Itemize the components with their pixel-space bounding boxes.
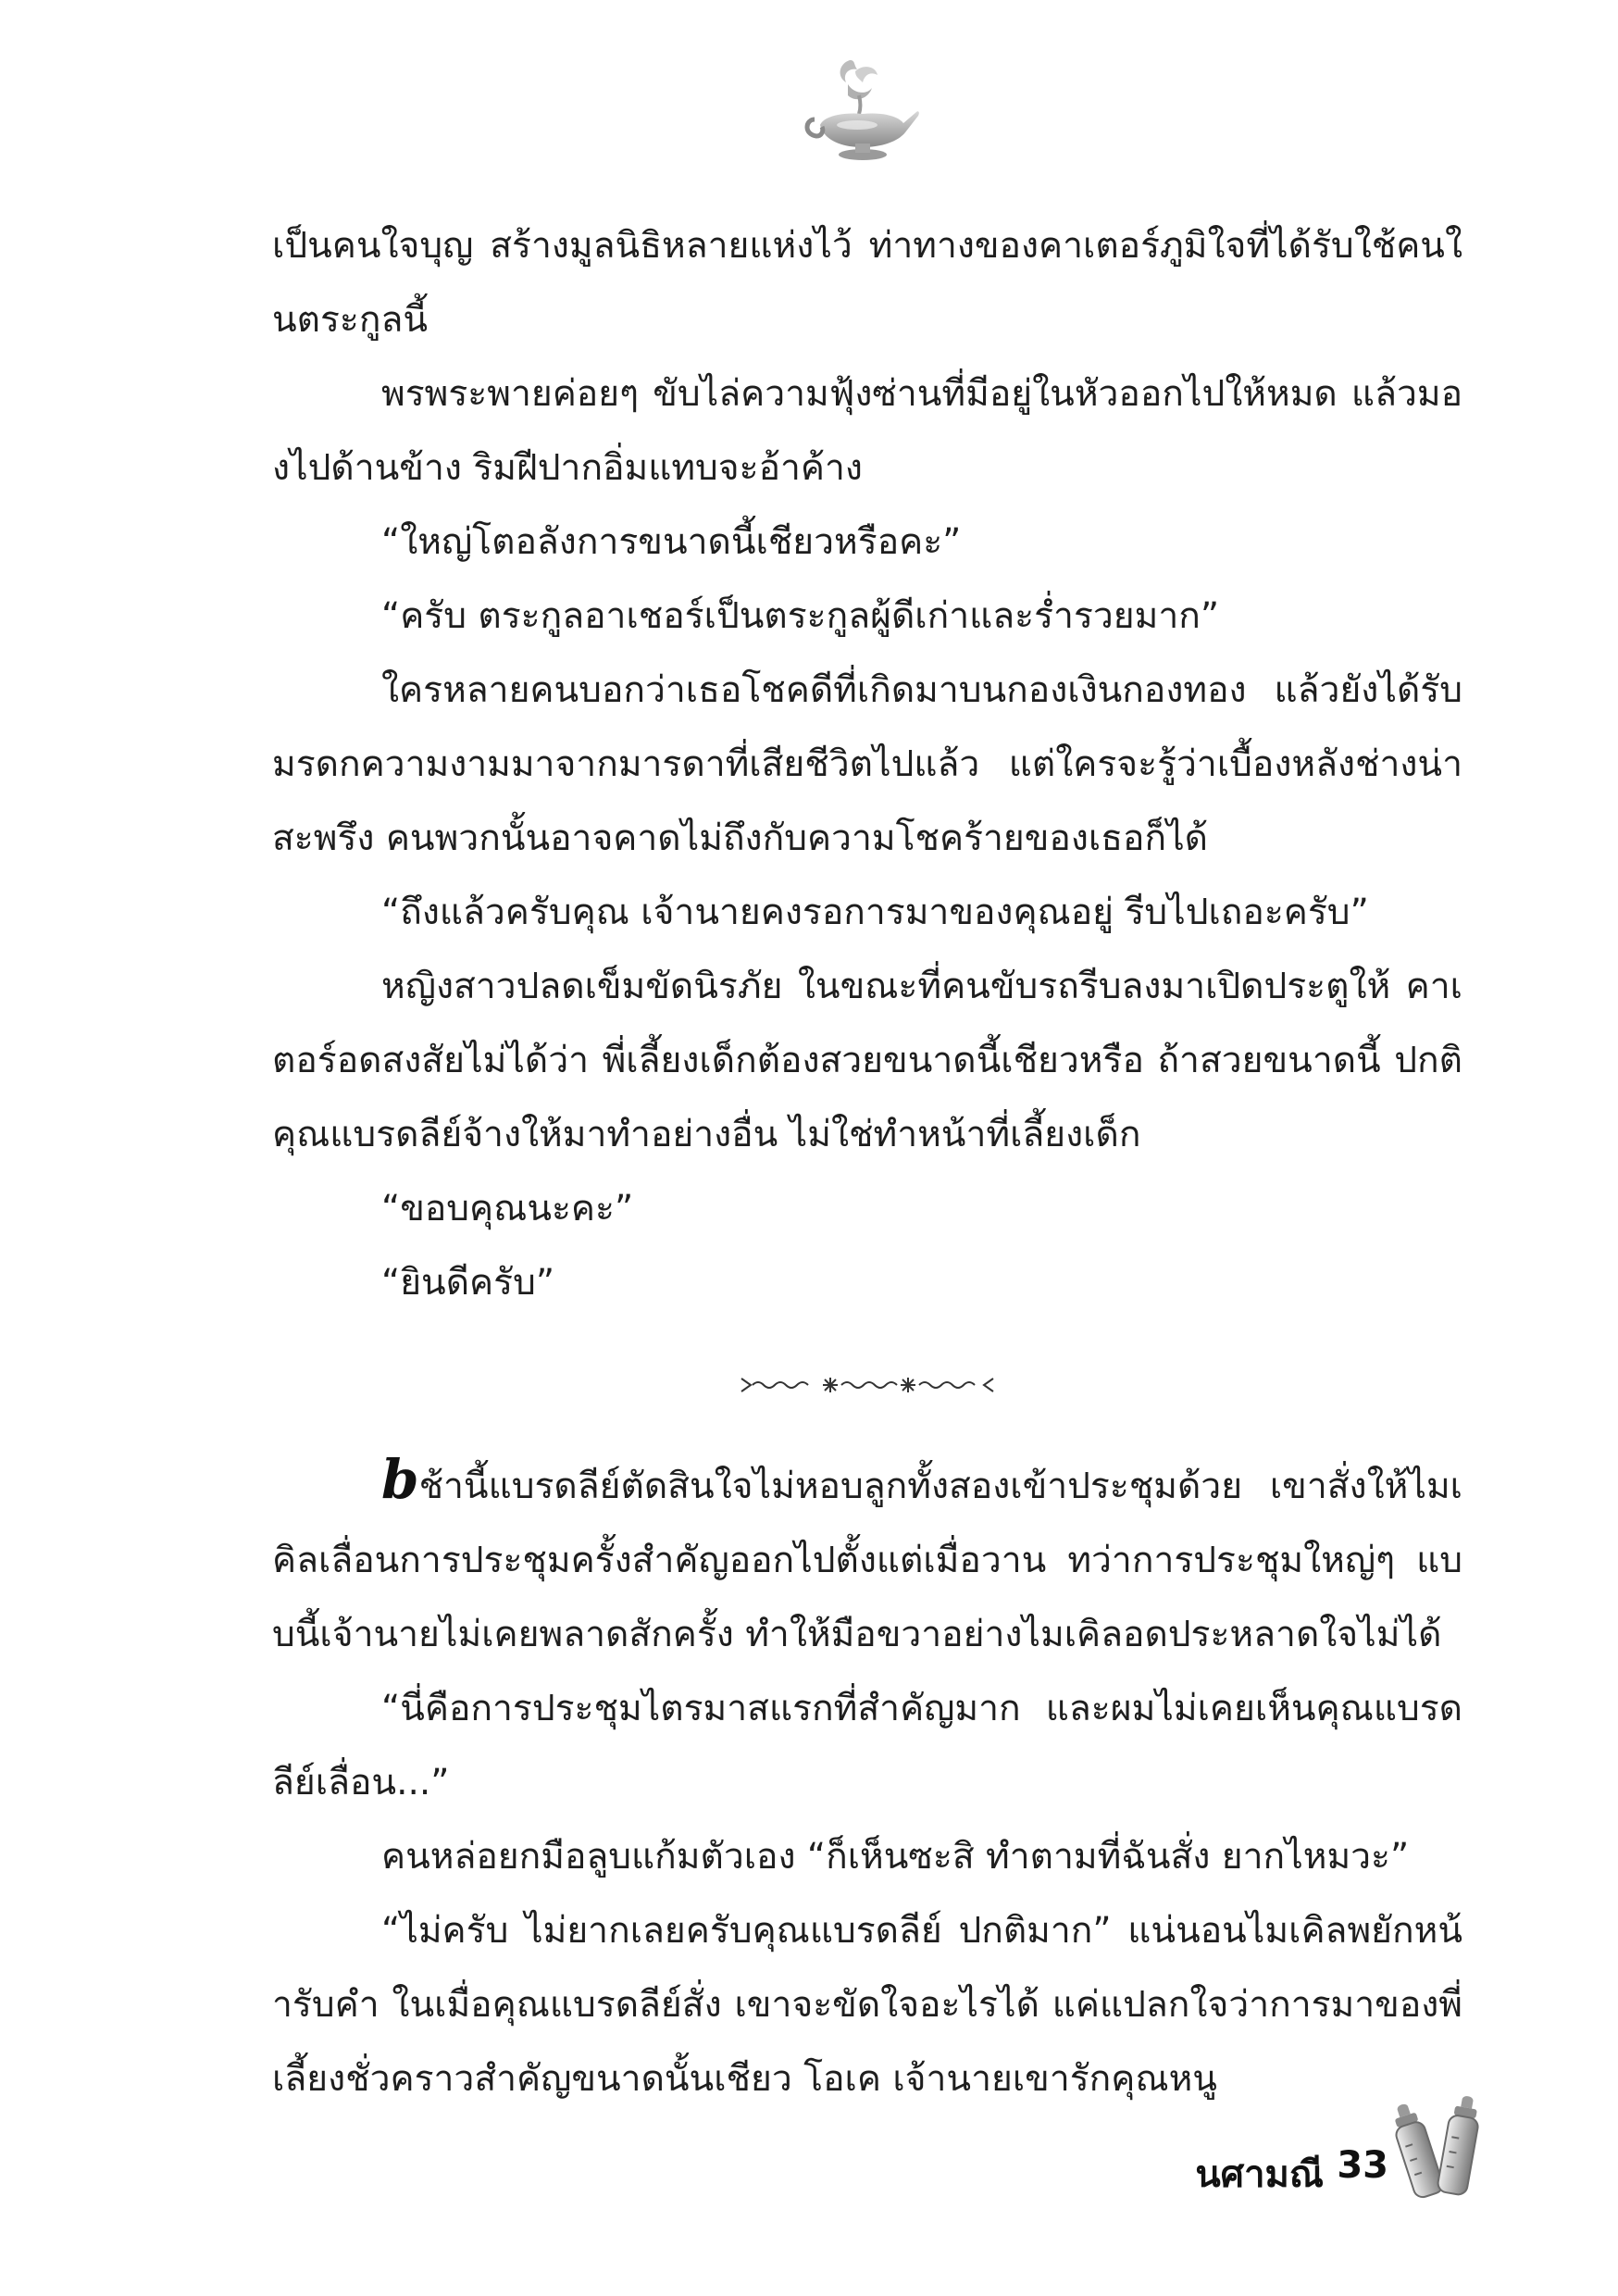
page-number: 33 xyxy=(1337,2144,1388,2187)
chapter-body xyxy=(272,209,1462,2116)
genie-lamp-icon xyxy=(802,51,922,167)
paragraph: “ไม่ครับ ไม่ยากเลยครับคุณแบรดลีย์ ปกติมาก” แน่นอนไมเคิลพยักหน้ารับคำ ในเมื่อคุณแบรดลีย์สั่ง เขาจะขัดใจอะไรได้ แค่แปลกใจว่าการมาของพี่เลี้ยงชั่วคราวสำคัญขนาดนั้นเชียว โอเค เจ้านายเขารักคุณหนู xyxy=(272,1910,1462,2100)
baby-bottles-icon xyxy=(1394,2096,1483,2207)
scene-break-divider xyxy=(272,1320,1462,1450)
paragraph: ใครหลายคนบอกว่าเธอโชคดีที่เกิดมาบนกองเงินกองทอง แล้วยังได้รับมรดกความงามมาจากมารดาที่เสียชีวิตไปแล้ว แต่ใครจะรู้ว่าเบื้องหลังช่างน่าสะพรึง คนพวกนั้นอาจคาดไม่ถึงกับความโชคร้ายของเธอก็ได้ xyxy=(272,669,1462,859)
ornament-divider-icon xyxy=(738,1371,997,1399)
paragraph-text: ช้านี้แบรดลีย์ตัดสินใจไม่หอบลูกทั้งสองเข้าประชุมด้วย เขาสั่งให้ไมเคิลเลื่อนการประชุมครั้งสำคัญออกไปตั้งแต่เมื่อวาน ทว่าการประชุมใหญ่ๆ แบบนี้เจ้านายไม่เคยพลาดสักครั้ง ทำให้มือขวาอย่างไมเคิลอดประหลาดใจไม่ได้ xyxy=(272,1466,1462,1655)
dialogue-line: “ขอบคุณนะคะ” xyxy=(381,1188,634,1229)
paragraph-with-drop-cap xyxy=(272,1450,1462,1672)
paragraph: เป็นคนใจบุญ สร้างมูลนิธิหลายแห่งไว้ ท่าทางของคาเตอร์ภูมิใจที่ได้รับใช้คนในตระกูลนี้ xyxy=(272,225,1462,341)
drop-cap: b xyxy=(381,1448,419,1511)
dialogue-line: “ถึงแล้วครับคุณ เจ้านายคงรอการมาของคุณอยู่ รีบไปเถอะครับ” xyxy=(381,892,1369,933)
paragraph: พรพระพายค่อยๆ ขับไล่ความฟุ้งซ่านที่มีอยู่ในหัวออกไปให้หมด แล้วมองไปด้านข้าง ริมฝีปากอิ่มแทบจะอ้าค้าง xyxy=(272,373,1462,489)
dialogue-line: “ครับ ตระกูลอาเชอร์เป็นตระกูลผู้ดีเก่าและร่ำรวยมาก” xyxy=(381,595,1220,637)
page-footer xyxy=(1111,2096,1481,2207)
dialogue-line: “ยินดีครับ” xyxy=(381,1262,555,1304)
dialogue-line: “ใหญ่โตอลังการขนาดนี้เชียวหรือคะ” xyxy=(381,521,962,563)
dialogue-line: “นี่คือการประชุมไตรมาสแรกที่สำคัญมาก และผมไม่เคยเห็นคุณแบรดลีย์เลื่อน...” xyxy=(272,1688,1462,1803)
paragraph: คนหล่อยกมือลูบแก้มตัวเอง “ก็เห็นซะสิ ทำตามที่ฉันสั่ง ยากไหมวะ” xyxy=(381,1836,1410,1878)
author-name: นศามณี xyxy=(1195,2153,1324,2196)
paragraph: หญิงสาวปลดเข็มขัดนิรภัย ในขณะที่คนขับรถรีบลงมาเปิดประตูให้ คาเตอร์อดสงสัยไม่ได้ว่า พี่เลี้ยงเด็กต้องสวยขนาดนี้เชียวหรือ ถ้าสวยขนาดนี้ ปกติคุณแบรดลีย์จ้างให้มาทำอย่างอื่น ไม่ใช่ทำหน้าที่เลี้ยงเด็ก xyxy=(272,966,1462,1155)
